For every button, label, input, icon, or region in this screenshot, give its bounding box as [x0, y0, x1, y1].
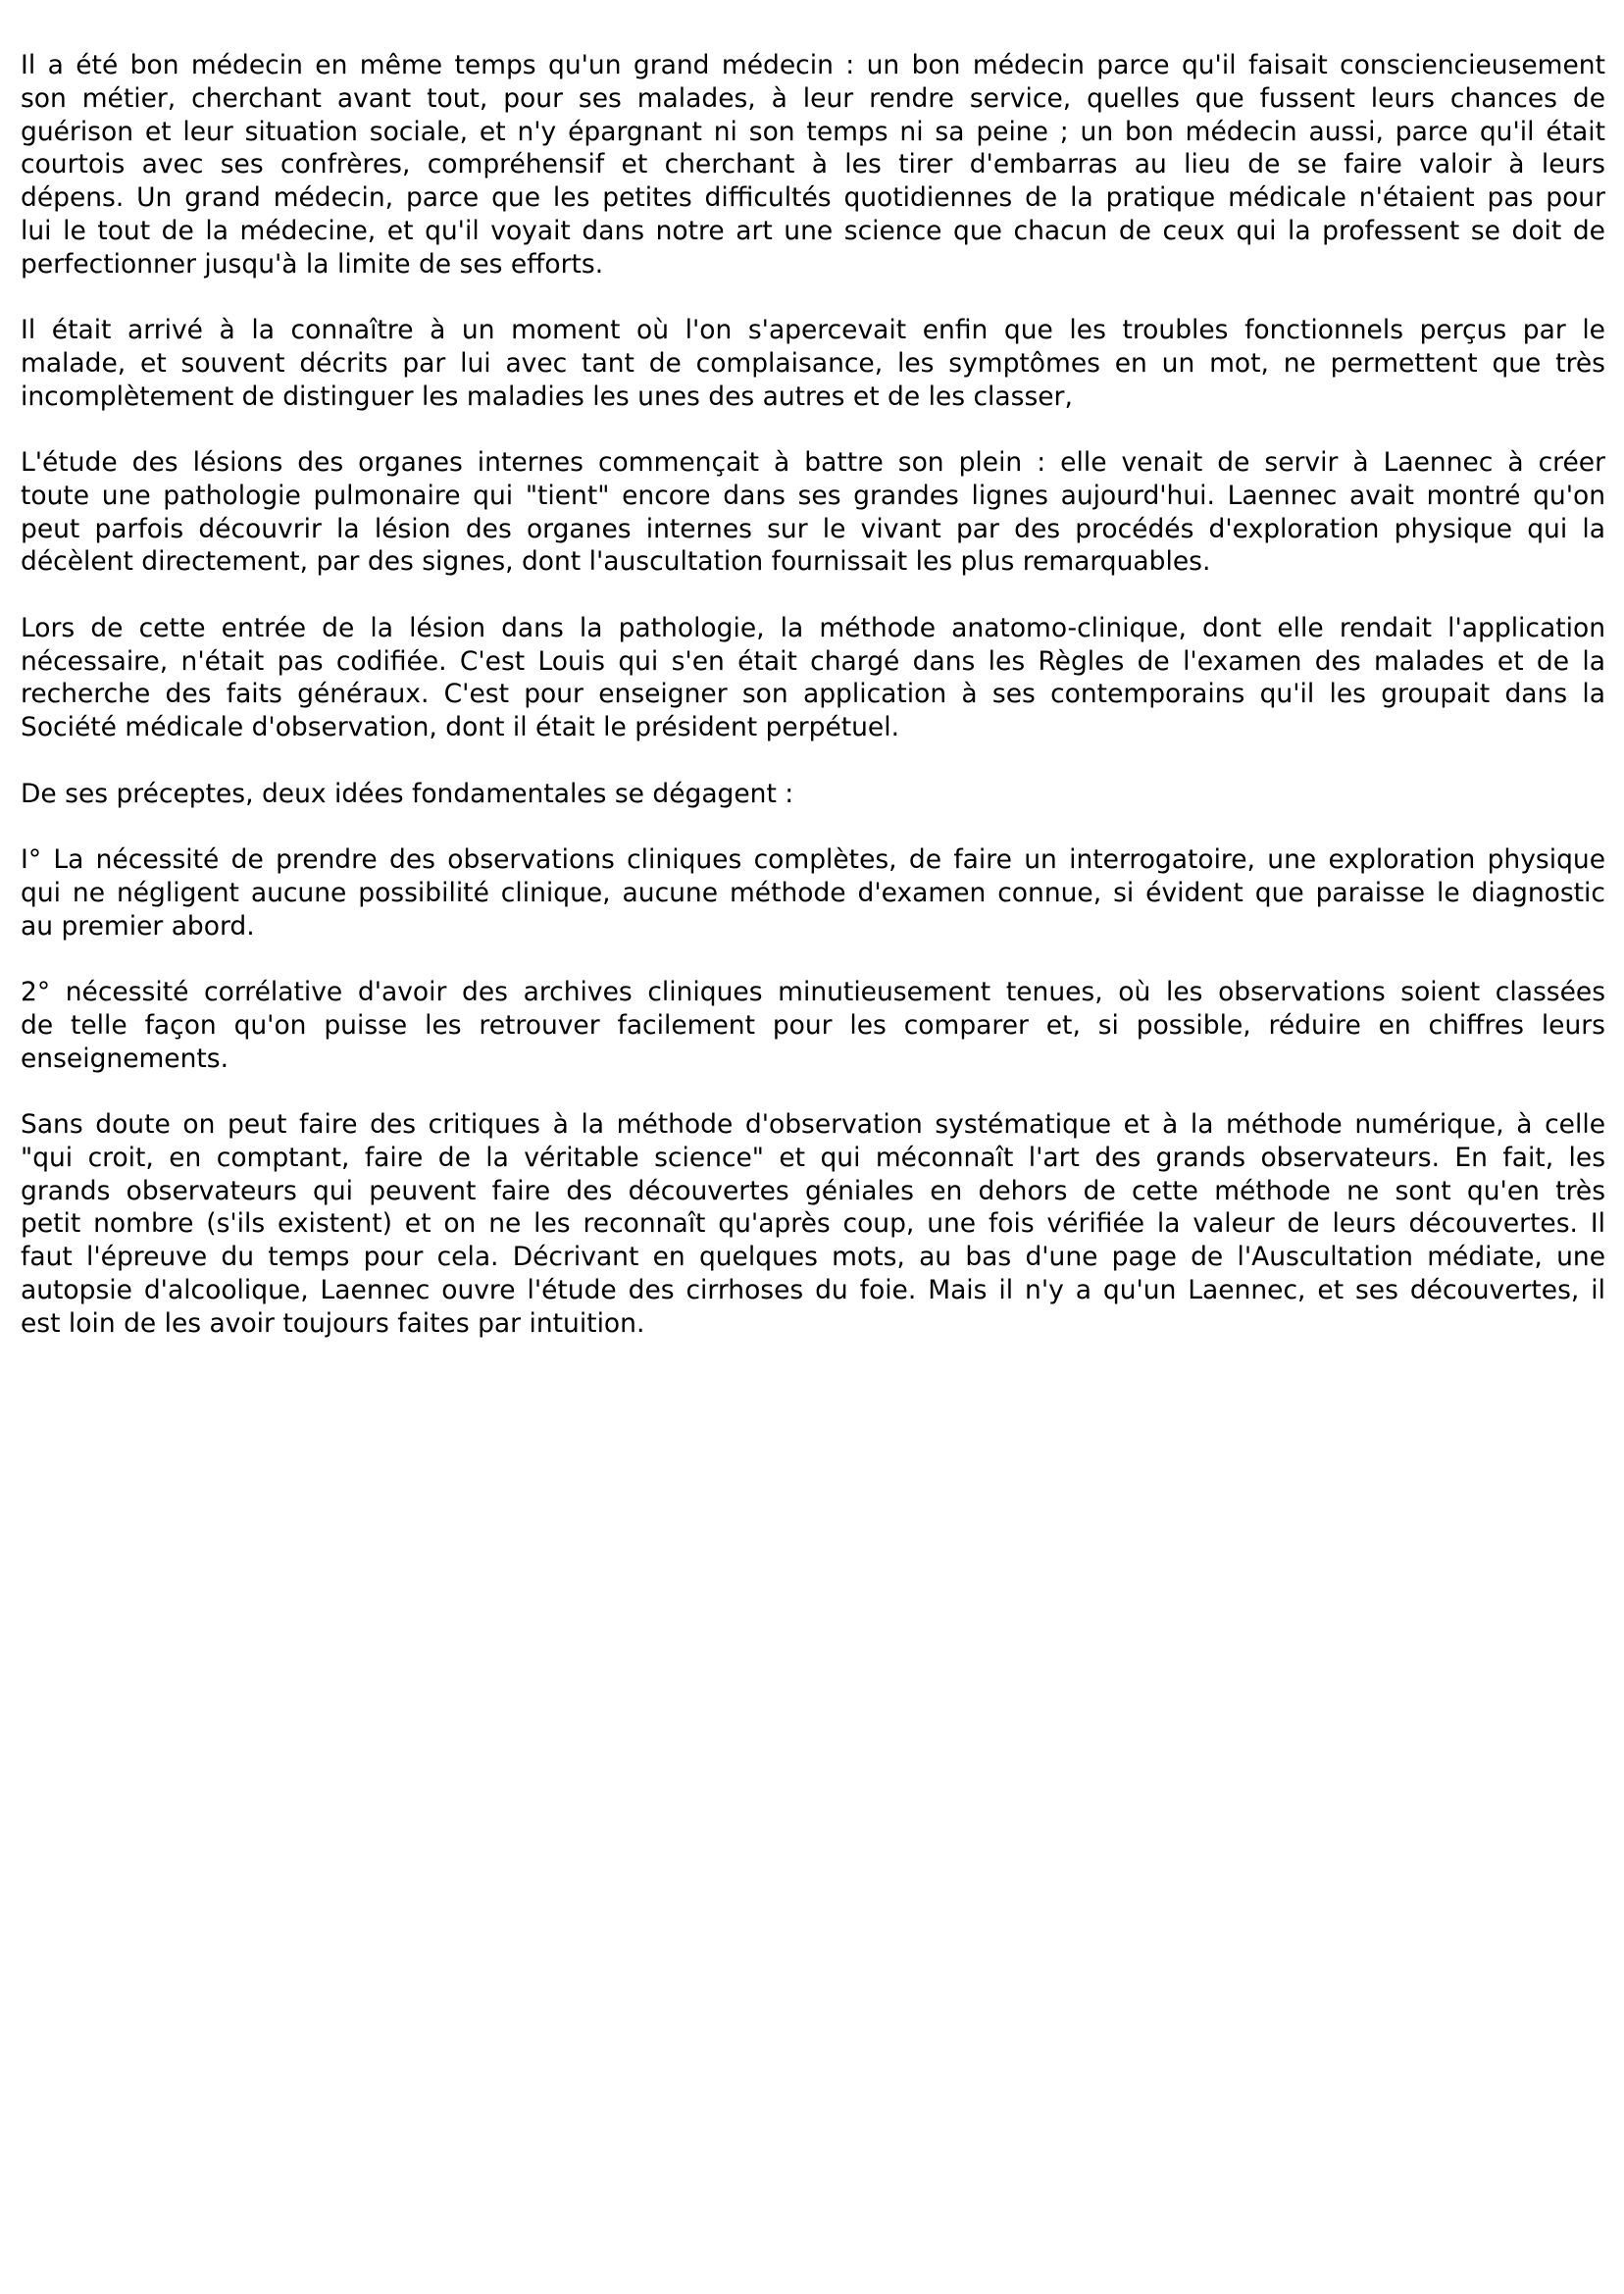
text-line: peut parfois découvrir la lésion des organes internes sur le vivant par des procédés d'exploration physique qui la [21, 513, 1605, 544]
text-line: Société médicale d'observation, dont il était le président perpétuel. [21, 712, 900, 742]
text-line: toute une pathologie pulmonaire qui "tient" encore dans ses grandes lignes aujourd'hui. Laennec avait montré qu'on [21, 480, 1605, 511]
paragraph-8 [21, 1108, 1605, 1340]
text-line: malade, et souvent décrits par lui avec tant de complaisance, les symptômes en un mot, ne permettent que très [21, 347, 1605, 379]
paragraph-4 [21, 612, 1605, 744]
paragraph-2 [21, 314, 1605, 413]
text-line: décèlent directement, par des signes, dont l'auscultation fournissait les plus remarquables. [21, 546, 1211, 578]
paragraph-3 [21, 446, 1605, 579]
text-line: L'étude des lésions des organes internes commençait à battre son plein : elle venait de servir à Laennec à créer [21, 447, 1605, 478]
text-line: dépens. Un grand médecin, parce que les petites difficultés quotidiennes de la pratique médicale n'étaient pas pour [21, 182, 1605, 213]
text-line: De ses préceptes, deux idées fondamentales se dégagent : [21, 778, 794, 809]
document-body [21, 49, 1605, 1373]
text-line: perfectionner jusqu'à la limite de ses efforts. [21, 248, 604, 280]
text-line: guérison et leur situation sociale, et n'y épargnant ni son temps ni sa peine ; un bon médecin aussi, parce qu'il était [21, 116, 1605, 147]
text-line: faut l'épreuve du temps pour cela. Décrivant en quelques mots, au bas d'une page de l'Auscultation médiate, une [21, 1242, 1605, 1272]
text-line: recherche des faits généraux. C'est pour enseigner son application à ses contemporains qu'il les groupait dans la [21, 679, 1605, 710]
text-line: nécessaire, n'était pas codifiée. C'est Louis qui s'en était chargé dans les Règles de l'examen des malades et de la [21, 645, 1605, 677]
text-line: Il était arrivé à la connaître à un moment où l'on s'apercevait enfin que les troubles fonctionnels perçus par le [21, 315, 1605, 345]
text-line: 2° nécessité corrélative d'avoir des archives cliniques minutieusement tenues, où les observations soient classées [21, 977, 1605, 1007]
text-line: I° La nécessité de prendre des observations cliniques complètes, de faire un interrogatoire, une exploration physique [21, 844, 1605, 875]
text-line: petit nombre (s'ils existent) et on ne les reconnaît qu'après coup, une fois vérifiée la valeur de leurs découvertes. Il [21, 1208, 1605, 1240]
text-line: incomplètement de distinguer les maladies les unes des autres et de les classer, [21, 381, 1073, 412]
paragraph-6 [21, 843, 1605, 943]
text-line: son métier, cherchant avant tout, pour ses malades, à leur rendre service, quelles que fussent leurs chances de [21, 82, 1605, 114]
text-line: "qui croit, en comptant, faire de la véritable science" et qui méconnaît l'art des grands observateurs. En fait, les [21, 1142, 1605, 1173]
text-line: qui ne négligent aucune possibilité clinique, aucune méthode d'examen connue, si évident que paraisse le diagnostic [21, 877, 1605, 908]
text-line: de telle façon qu'on puisse les retrouver facilement pour les comparer et, si possible, réduire en chiffres leurs [21, 1009, 1605, 1041]
text-line: grands observateurs qui peuvent faire des découvertes géniales en dehors de cette méthode ne sont qu'en très [21, 1175, 1605, 1206]
text-line: Sans doute on peut faire des critiques à la méthode d'observation systématique et à la méthode numérique, à celle [21, 1109, 1605, 1140]
text-line: Lors de cette entrée de la lésion dans la pathologie, la méthode anatomo-clinique, dont elle rendait l'application [21, 612, 1605, 643]
text-line: autopsie d'alcoolique, Laennec ouvre l'étude des cirrhoses du foie. Mais il n'y a qu'un Laennec, et ses découvertes, il [21, 1274, 1605, 1305]
text-line: Il a été bon médecin en même temps qu'un grand médecin : un bon médecin parce qu'il faisait consciencieusement [21, 50, 1605, 80]
paragraph-5 [21, 778, 1605, 811]
text-line: courtois avec ses confrères, compréhensif et cherchant à les tirer d'embarras au lieu de se faire valoir à leurs [21, 149, 1605, 180]
text-line: enseignements. [21, 1043, 229, 1074]
paragraph-1 [21, 49, 1605, 280]
paragraph-7 [21, 976, 1605, 1075]
text-line: est loin de les avoir toujours faites par intuition. [21, 1307, 645, 1339]
text-line: au premier abord. [21, 910, 255, 942]
text-line: lui le tout de la médecine, et qu'il voyait dans notre art une science que chacun de ceux qui la professent se doit de [21, 215, 1605, 246]
